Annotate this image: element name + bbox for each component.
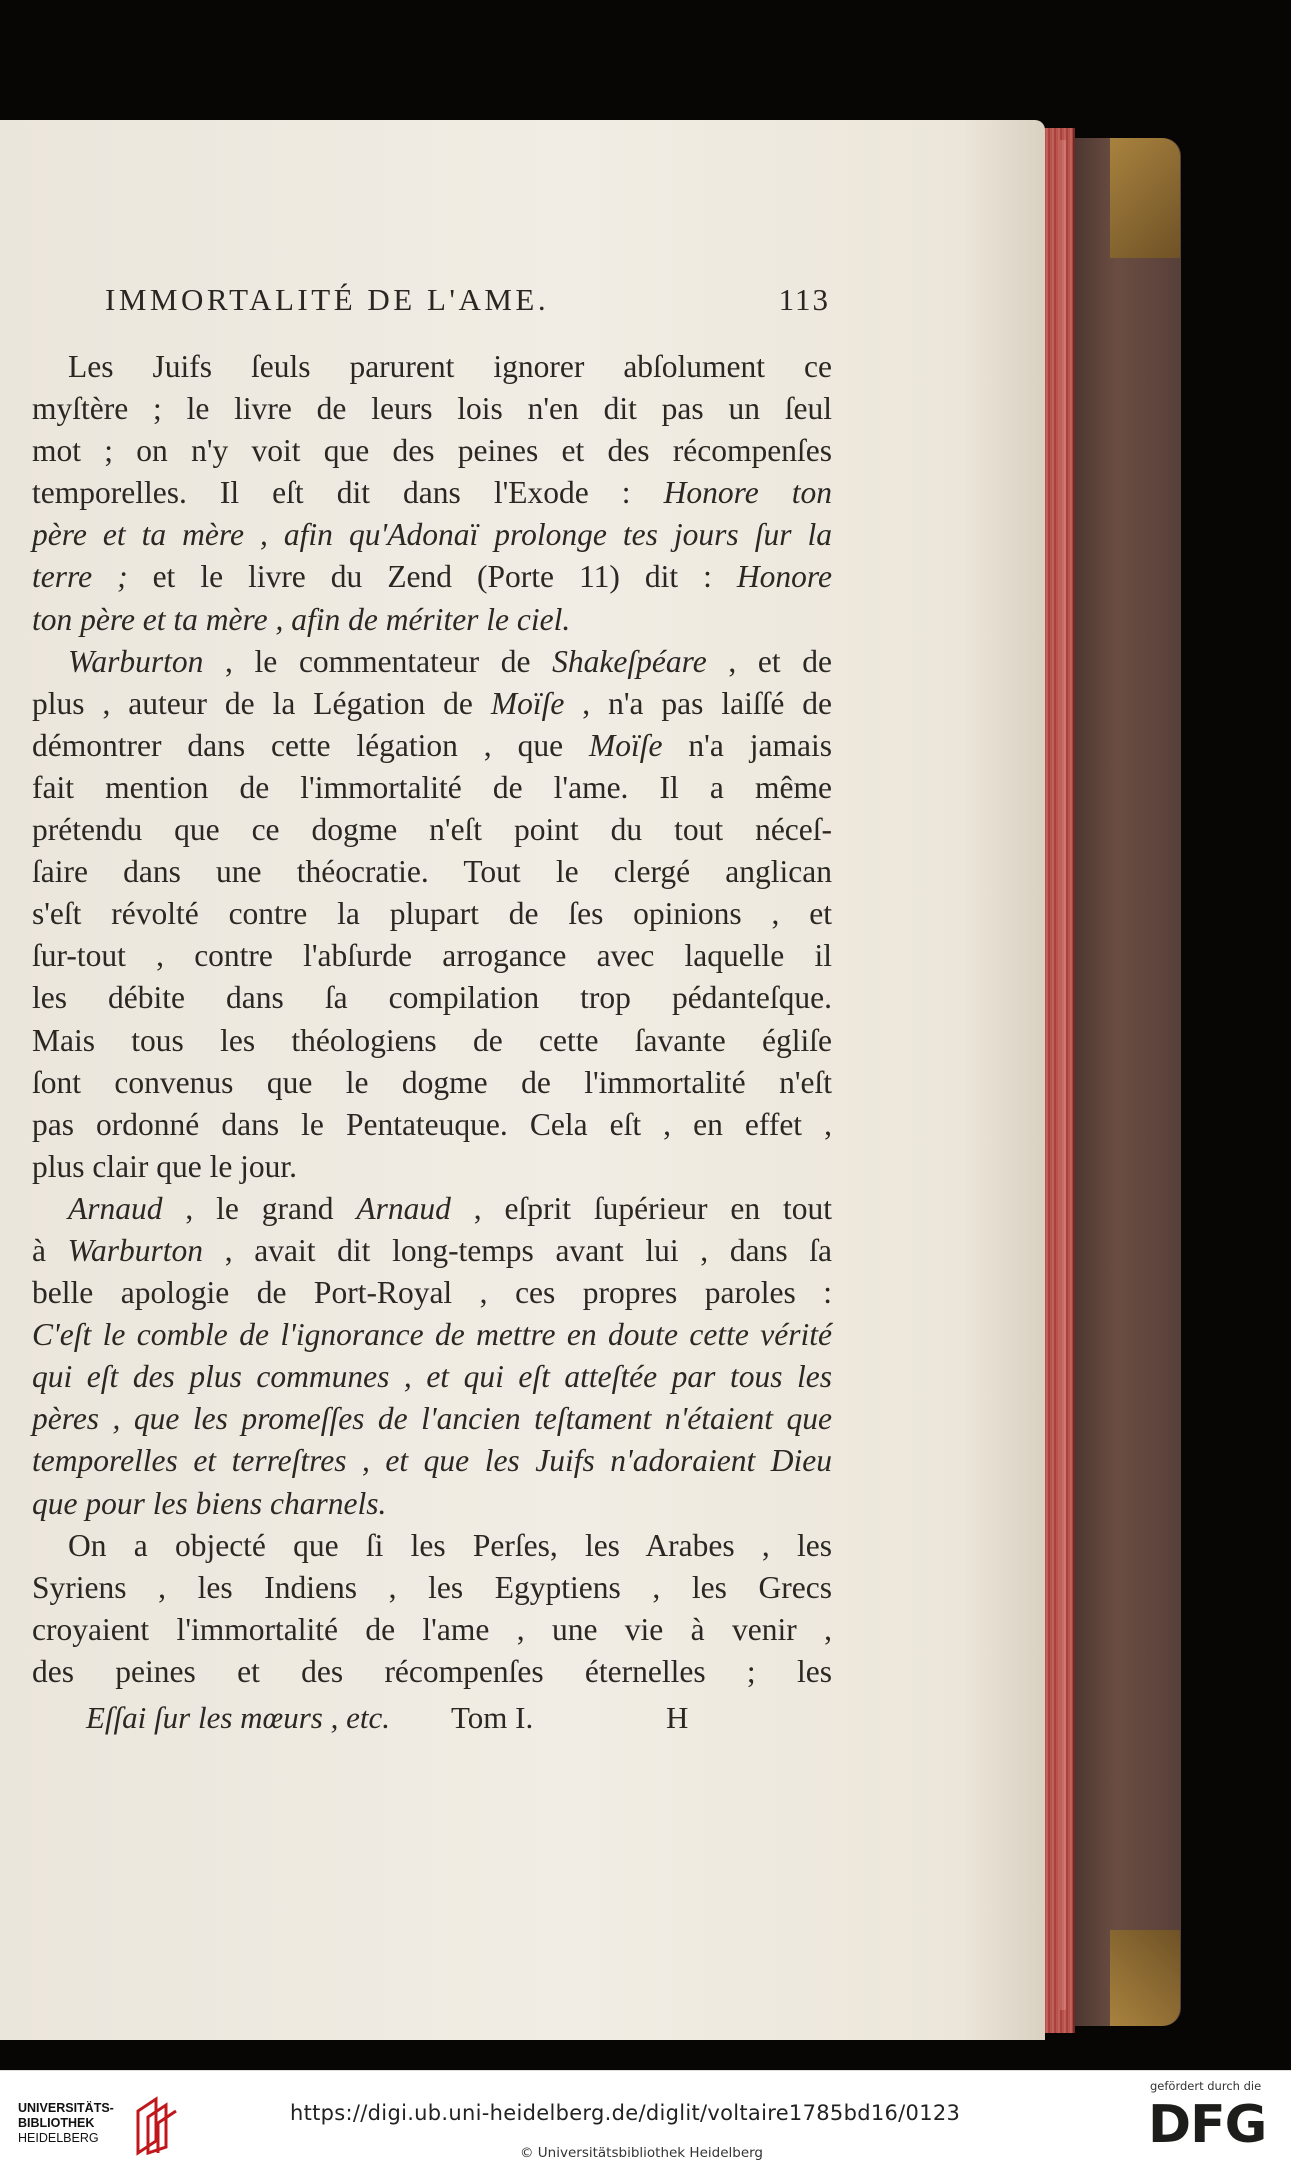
text-line [32, 1651, 832, 1693]
text-run: démontrer dans cette légation , que [32, 727, 590, 763]
italic-run: Warburton [68, 643, 204, 679]
tome-mark: Tom I. [451, 1700, 534, 1735]
page-number: 113 [778, 282, 830, 317]
text-run: , avait dit long-temps avant lui , dans ſa [203, 1232, 832, 1268]
running-title: IMMORTALITÉ DE L'AME. [105, 282, 550, 317]
text-line [32, 725, 832, 767]
text-run: les débite dans ſa compilation trop pédanteſque. [32, 980, 832, 1016]
text-run: croyaient l'immortalité de l'ame , une vie à venir , [32, 1611, 832, 1647]
text-run: ſont convenus que le dogme de l'immortalité n'eſt [32, 1064, 832, 1100]
text-run: , et de [706, 643, 833, 679]
text-line [32, 1062, 832, 1104]
text-line [32, 430, 832, 472]
text-run: des peines et des récompenſes éternelles ; les [32, 1653, 832, 1689]
body-text [32, 346, 832, 1693]
text-line [32, 1440, 832, 1482]
text-run: à [32, 1232, 68, 1268]
text-line [32, 514, 832, 556]
sheet-letter: H [666, 1700, 689, 1735]
copyright-notice: © Universitätsbibliothek Heidelberg [520, 2145, 764, 2161]
library-name-line1: UNIVERSITÄTS- [18, 2101, 114, 2115]
text-line [32, 472, 832, 514]
text-line [32, 1230, 832, 1272]
text-run: n'a jamais [662, 727, 832, 763]
viewer-footer [0, 2070, 1291, 2177]
text-line [32, 977, 832, 1019]
text-run: , n'a pas laiſſé de [564, 685, 832, 721]
text-line [32, 683, 832, 725]
text-run: plus , auteur de la Légation de [32, 685, 491, 721]
text-run: s'eſt révolté contre la plupart de ſes opinions , et [32, 896, 832, 932]
library-name [18, 2101, 114, 2146]
text-run: mot ; on n'y voit que des peines et des récompenſes [32, 433, 832, 469]
italic-run: pères , que les promeſſes de l'ancien teſtament n'étaient que [32, 1401, 832, 1437]
text-line [32, 641, 832, 683]
italic-run: Honore ton [663, 475, 832, 511]
text-line [32, 388, 832, 430]
text-line [32, 1146, 832, 1188]
text-line [32, 1314, 832, 1356]
text-line [32, 1188, 832, 1230]
cover-corner-bottom [1110, 1930, 1180, 2026]
italic-run: Arnaud [356, 1190, 451, 1226]
page-edges-highlight [1060, 140, 1066, 2010]
permalink-url[interactable]: https://digi.ub.uni-heidelberg.de/diglit/voltaire1785bd16/0123 [290, 2101, 961, 2125]
text-line [32, 893, 832, 935]
italic-run: Moïſe [589, 727, 663, 763]
text-line [32, 346, 832, 388]
text-run: myſtère ; le livre de leurs lois n'en dit pas un ſeul [32, 391, 832, 427]
text-run: , le grand [162, 1190, 357, 1226]
text-run: Syriens , les Indiens , les Egyptiens , les Grecs [32, 1569, 832, 1605]
text-line [32, 556, 832, 598]
text-run: Les Juifs ſeuls parurent ignorer abſolument ce [68, 349, 832, 384]
text-line [32, 935, 832, 977]
sponsor-caption: gefördert durch die [1150, 2079, 1262, 2093]
text-run: et le livre du Zend (Porte 11) dit : [152, 559, 737, 595]
text-line [32, 1483, 832, 1525]
text-line [32, 1567, 832, 1609]
italic-run: Honore [736, 559, 832, 595]
text-line [32, 1609, 832, 1651]
book-cover [1073, 138, 1181, 2026]
text-line [32, 1398, 832, 1440]
text-line [32, 1104, 832, 1146]
italic-run: père et ta mère , afin qu'Adonaï prolonge tes jours ſur la [32, 517, 832, 553]
text-run: On a objecté que ſi les Perſes, les Arabes , les [68, 1527, 832, 1563]
library-name-line3: HEIDELBERG [18, 2131, 99, 2145]
italic-run: qui eſt des plus communes , et qui eſt atteſtée par tous les [32, 1359, 832, 1395]
text-run: , eſprit ſupérieur en tout [450, 1190, 832, 1226]
text-line [32, 1272, 832, 1314]
italic-run: Arnaud [68, 1190, 163, 1226]
italic-run: que pour les biens charnels. [32, 1485, 387, 1521]
text-run: ſur-tout , contre l'abſurde arrogance avec laquelle il [32, 938, 832, 974]
italic-run: Shakeſpéare [552, 643, 707, 679]
italic-run: Moïſe [490, 685, 565, 721]
text-run: pas ordonné dans le Pentateuque. Cela eſt , en effet , [32, 1106, 832, 1142]
text-run: fait mention de l'immortalité de l'ame. Il a même [32, 769, 832, 805]
text-line [32, 1020, 832, 1062]
italic-run: temporelles et terreſtres , et que les Juifs n'adoraient Dieu [32, 1443, 832, 1479]
library-emblem-icon [126, 2091, 196, 2161]
text-run: ſaire dans une théocratie. Tout le clergé anglican [32, 854, 832, 890]
text-line [32, 809, 832, 851]
signature-title: Eſſai ſur les mœurs , etc. [86, 1700, 390, 1735]
running-header [105, 282, 830, 326]
text-run: Mais tous les théologiens de cette ſavante égliſe [32, 1022, 832, 1058]
italic-run: ton père et ta mère , afin de mériter le ciel. [32, 601, 571, 637]
text-line [32, 599, 832, 641]
text-line [32, 1356, 832, 1398]
library-logo[interactable] [18, 2091, 188, 2161]
text-run: belle apologie de Port-Royal , ces propres paroles : [32, 1275, 832, 1311]
italic-run: terre ; [32, 559, 153, 595]
italic-run: C'eſt le comble de l'ignorance de mettre en doute cette vérité [32, 1317, 832, 1353]
text-line [32, 767, 832, 809]
italic-run: Warburton [67, 1232, 204, 1268]
cover-corner-top [1110, 138, 1180, 258]
text-run: plus clair que le jour. [32, 1148, 298, 1184]
text-line [32, 1525, 832, 1567]
library-name-line2: BIBLIOTHEK [18, 2116, 95, 2130]
text-run: , le commentateur de [203, 643, 553, 679]
text-run: prétendu que ce dogme n'eſt point du tout néceſ- [32, 812, 832, 848]
text-line [32, 851, 832, 893]
text-run: temporelles. Il eſt dit dans l'Exode : [32, 475, 664, 511]
dfg-logo[interactable]: DFG [1148, 2095, 1267, 2155]
